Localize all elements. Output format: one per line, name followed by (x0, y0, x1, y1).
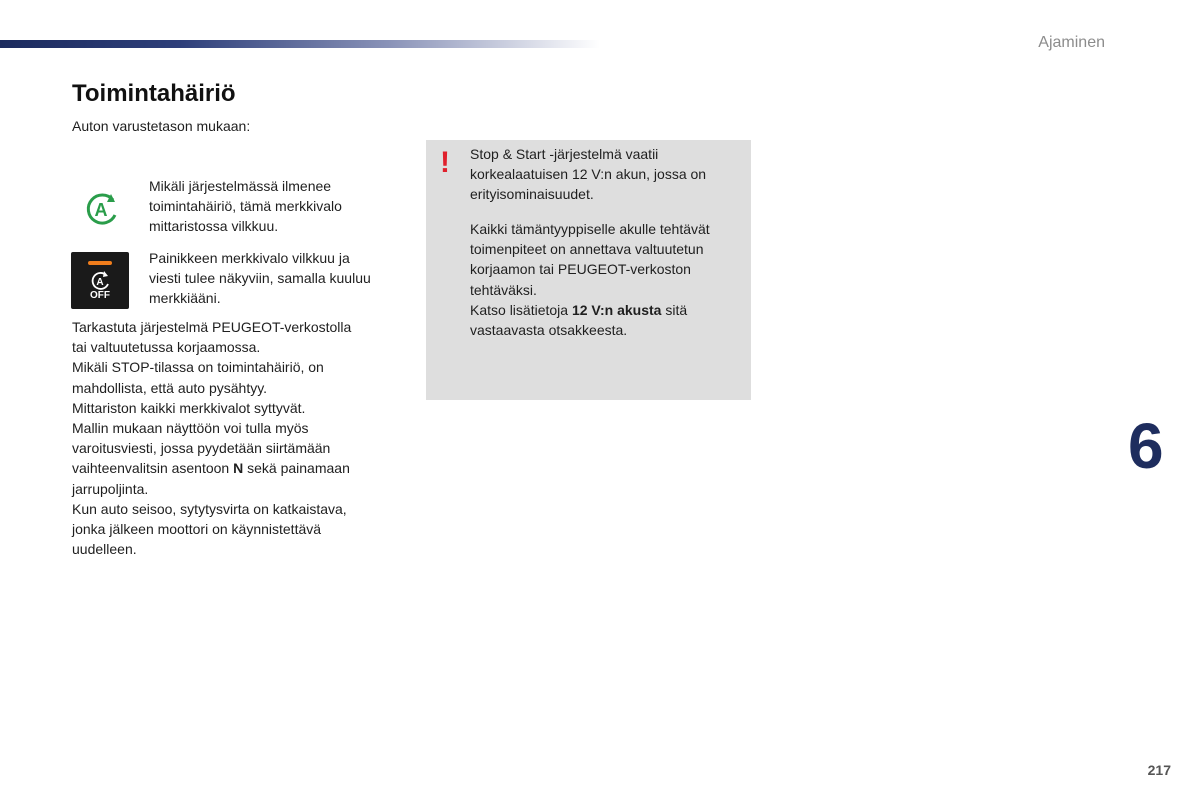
header-gradient-bar (0, 40, 600, 48)
section-label: Ajaminen (1038, 34, 1105, 51)
chapter-number: 6 (1128, 410, 1164, 482)
gear-position-n: N (233, 460, 244, 477)
svg-text:A: A (94, 200, 108, 220)
exclamation-icon: ! (440, 146, 450, 179)
page-title: Toimintahäiriö (72, 80, 236, 107)
row2-description: Painikkeen merkkivalo vilkkuu ja viesti tulee näkyviin, samalla kuuluu merkkiääni. (149, 250, 371, 306)
intro-text: Auton varustetason mukaan: (72, 118, 251, 134)
notice-paragraph-2: Kaikki tämäntyyppiselle akulle tehtävät toimenpiteet on annettava valtuutetun korjaamon tai PEUGEOT-verkoston tehtäväksi. Katso lisätietoja 12 V:n akusta sitä vastaavasta otsakkeesta. (470, 221, 710, 339)
stop-start-off-button-icon (71, 252, 129, 309)
notice-paragraph-1: Stop & Start -järjestelmä vaatii korkealaatuisen 12 V:n akun, jossa on erityisominaisuudet. (470, 146, 707, 203)
warning-notice-box (426, 140, 751, 400)
svg-text:A: A (96, 277, 104, 288)
body-paragraph: Tarkastuta järjestelmä PEUGEOT-verkostolla tai valtuutetussa korjaamossa. Mikäli STOP-tilassa on toimintahäiriö, on mahdollista, että auto pysähtyy. Mittariston kaikki merkkivalot syttyvät. Mallin mukaan näyttöön voi tulla myös varoitusviesti, jossa pyydetään siirtämään vaihteenvalitsin asentoon N sekä painamaan jarrupoljinta. Kun auto seisoo, sytytysvirta on katkaistava, jonka jälkeen moottori on käynnistettävä uudelleen. (72, 319, 352, 558)
auto-stop-start-warning-icon (82, 190, 120, 228)
battery-reference: 12 V:n akusta (571, 301, 662, 318)
auto-symbol-icon (89, 271, 111, 291)
orange-led-indicator (88, 261, 112, 265)
page-number: 217 (1147, 762, 1171, 778)
off-label: OFF (90, 290, 110, 301)
row1-description: Mikäli järjestelmässä ilmenee toimintahäiriö, tämä merkkivalo mittaristossa vilkkuu. (149, 178, 342, 234)
